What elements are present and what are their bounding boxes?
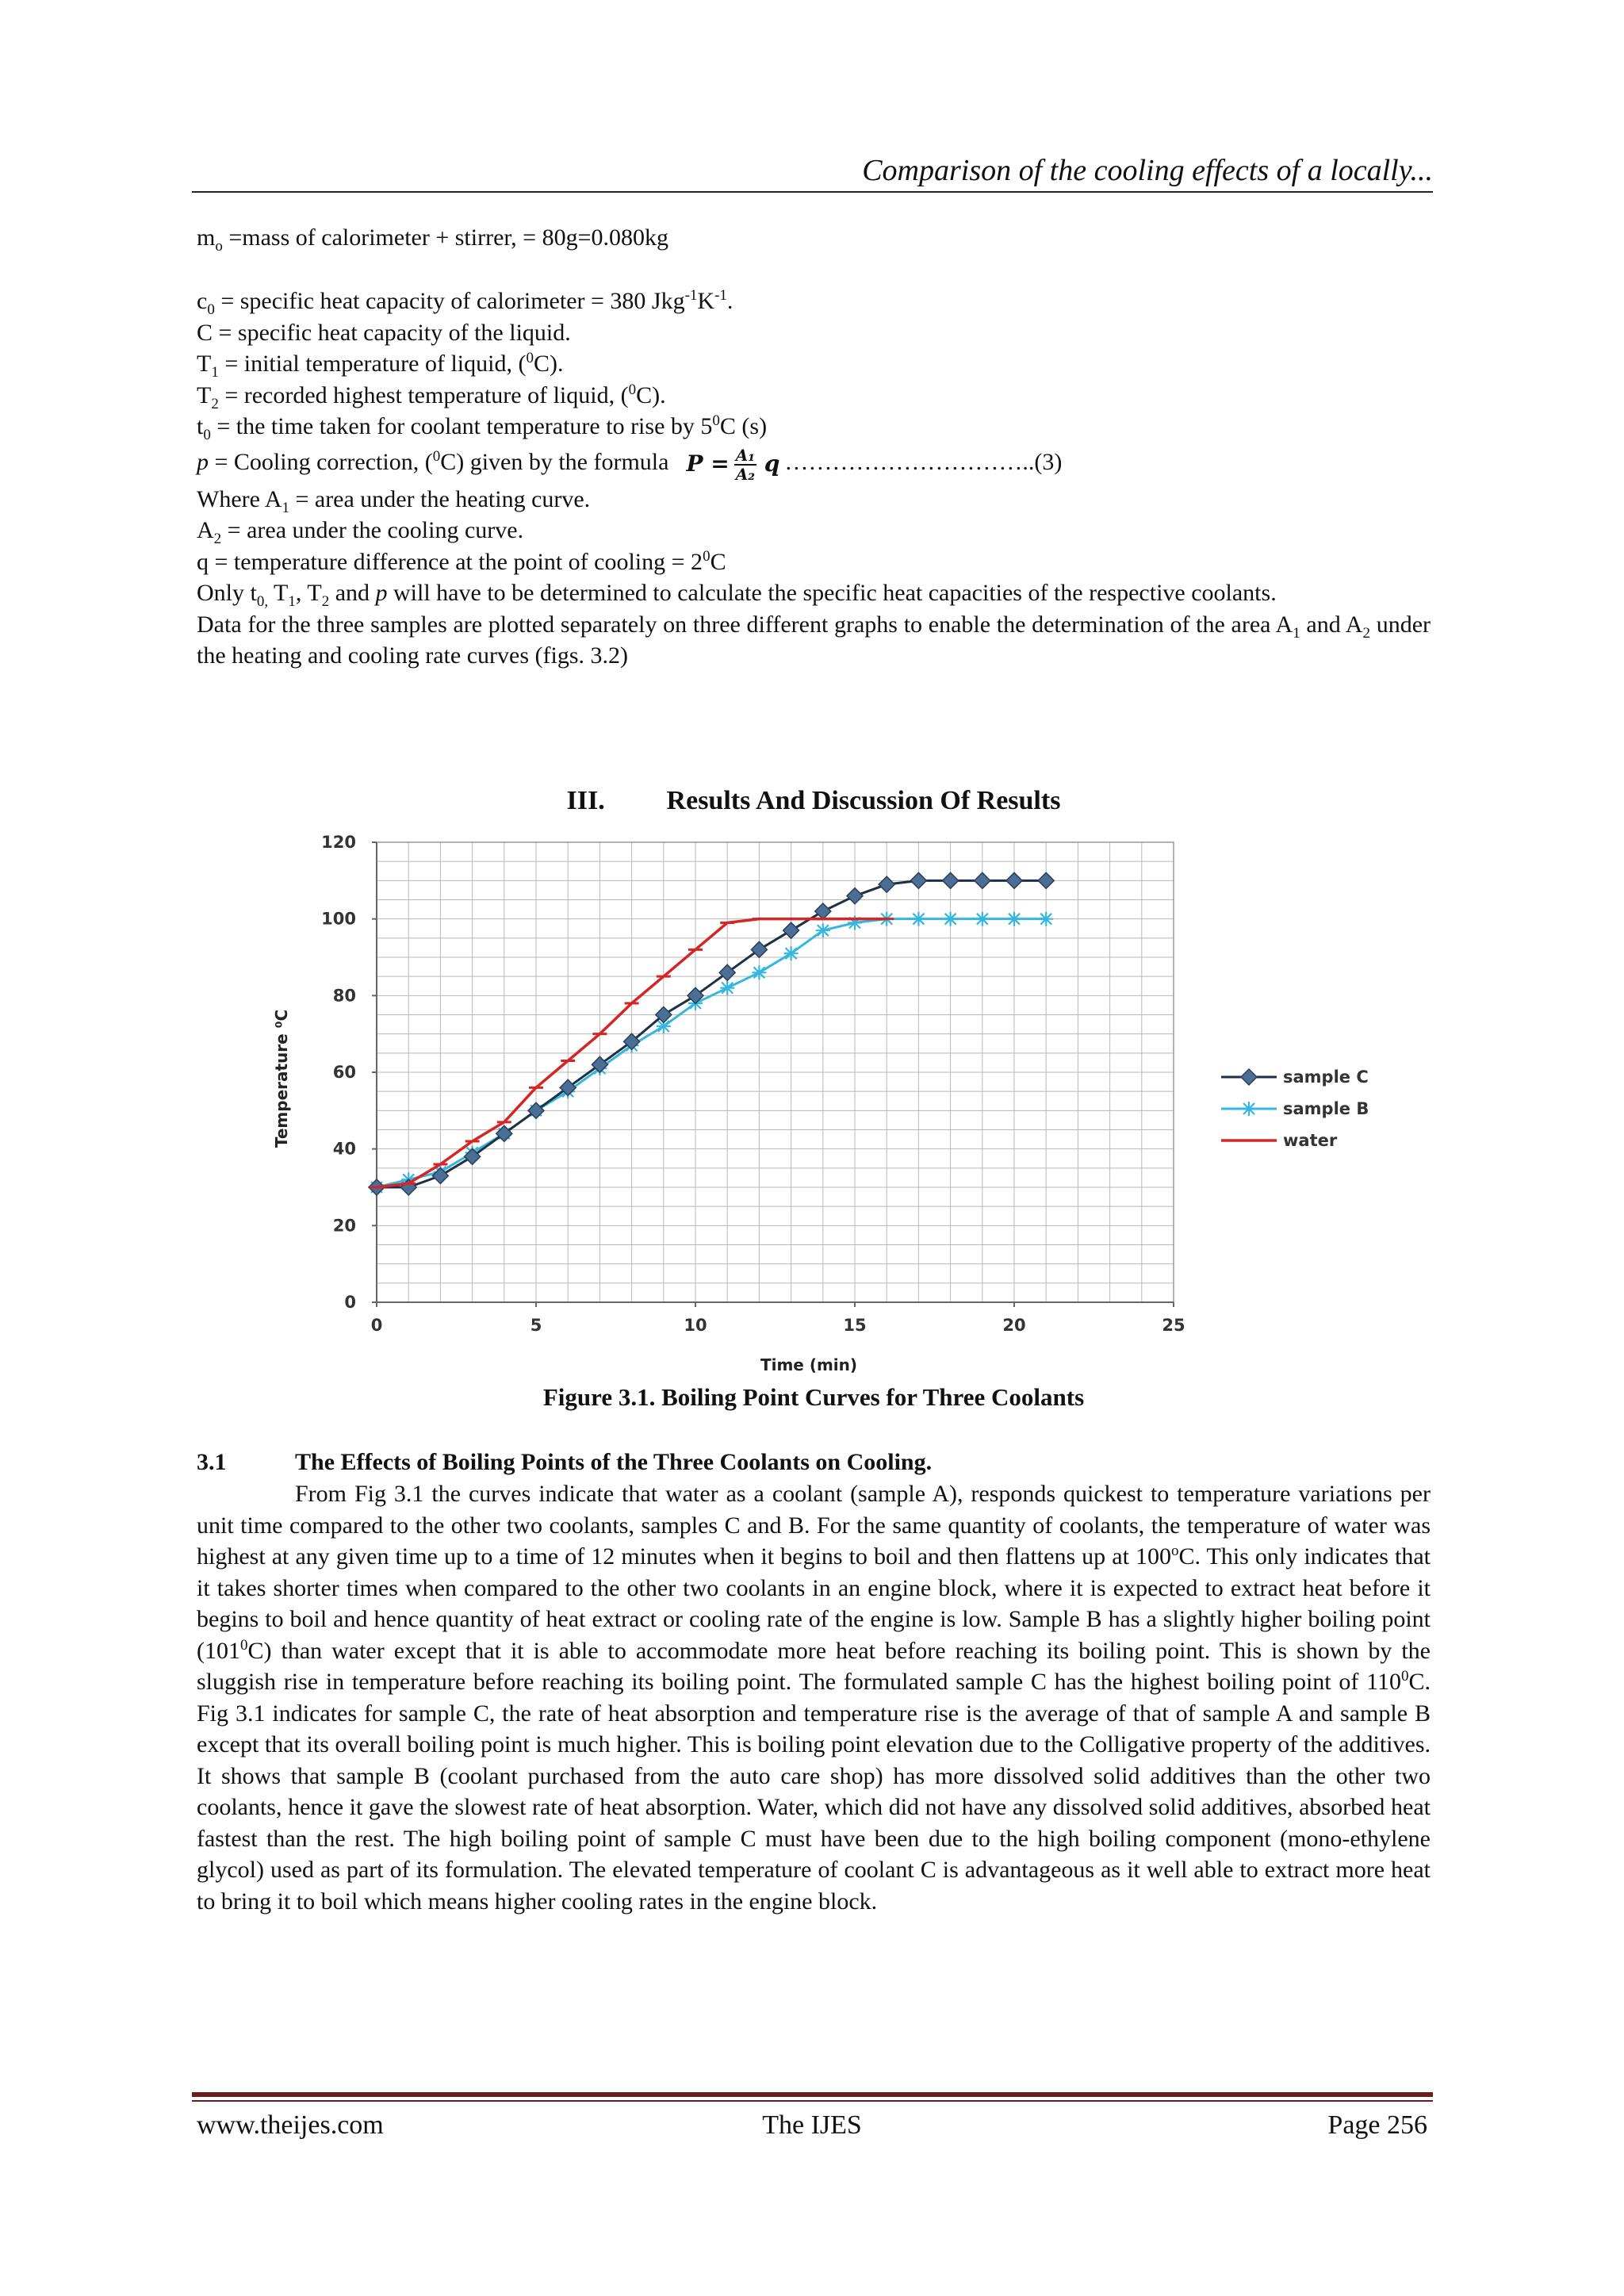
data-point-sample-c xyxy=(719,964,735,980)
legend-label-water: water xyxy=(1283,1131,1338,1150)
data-point-sample-b xyxy=(784,946,799,960)
legend-marker-sample-c xyxy=(1241,1069,1257,1085)
data-point-sample-c xyxy=(879,876,894,892)
legend-label-sample-b: sample B xyxy=(1283,1099,1369,1118)
data-point-sample-c xyxy=(560,1079,576,1095)
data-point-sample-c xyxy=(432,1168,448,1184)
y-tick-label: 60 xyxy=(332,1063,356,1082)
data-point-sample-b xyxy=(816,923,830,937)
data-point-sample-c xyxy=(1006,872,1022,888)
x-tick-label: 20 xyxy=(1002,1316,1026,1335)
boiling-point-chart xyxy=(262,825,1467,1380)
def-A2: $A_2$ = area under the cooling curve. xyxy=(197,517,524,548)
y-tick-label: 0 xyxy=(344,1293,356,1312)
data-point-sample-c xyxy=(783,922,799,938)
y-tick-label: 100 xyxy=(321,909,356,929)
data-point-sample-c xyxy=(815,903,831,919)
data-paragraph: Data for the three samples are plotted separately on three different graphs to enable the determination of the area $A_1$ and $A_2$ under the heating and cooling rate curves (figs. 3.2) xyxy=(197,611,1431,669)
data-point-sample-c xyxy=(943,872,959,888)
definitions-block xyxy=(197,222,1431,254)
figure-caption: Figure 3.1. Boiling Point Curves for Three Coolants xyxy=(542,1383,1085,1411)
def-A1: Where $A_1$ = area under the heating curve. xyxy=(197,485,591,516)
def-p: p = Cooling correction, ($^0$C) given by the formula P = $\frac{\text{A₁}}{\text{A₂}}$ q …………………………..(3) xyxy=(197,443,1431,484)
discussion-paragraph: From Fig 3.1 the curves indicate that water as a coolant (sample A), responds quickest to temperature variations per unit time compared to the other two coolants, samples C and B. For the same quantity of coolants, the temperature of water was highest at any given time up to a time of 12 minutes when it begins to boil and then flattens up at 100$^o$C. This only indicates that it takes shorter times when compared to the other two coolants in an engine block, where it is expected to extract heat before it begins to boil and hence quantity of heat extract or cooling rate of the engine is low. Sample B has a slightly higher boiling point $(101^0C)$ than water except that it is able to accommodate more heat before reaching its boiling point. This is shown by the sluggish rise in temperature before reaching its boiling point. The formulated sample C has the highest boiling point of $110^0C$. Fig 3.1 indicates for sample C, the rate of heat absorption and temperature rise is the average of that of sample A and sample B except that its overall boiling point is much higher. This is boiling point elevation due to the Colligative property of the additives. It shows that sample B (coolant purchased from the auto care shop) has more dissolved solid additives than the other two coolants, hence it gave the slowest rate of heat absorption. Water, which did not have any dissolved solid additives, absorbed heat fastest than the rest. The high boiling point of sample C must have been due to the high boiling component (mono-ethylene glycol) used as part of its formulation. The elevated temperature of coolant C is advantageous as it well able to extract more heat to bring it to boil which means higher cooling rates in the engine block. xyxy=(197,1481,1431,1915)
subsection-heading xyxy=(197,1447,1431,1478)
y-axis-label: Temperature ⁰C xyxy=(272,1009,291,1148)
footer-page-number: Page 256 xyxy=(1327,2110,1427,2140)
data-point-sample-b xyxy=(1007,912,1021,926)
legend-marker-sample-b xyxy=(1242,1102,1256,1116)
def-T1: $T_1$ = initial temperature of liquid, ($^0$C). xyxy=(197,350,564,381)
data-point-sample-b xyxy=(720,981,734,995)
footer-rule-thin xyxy=(192,2100,1433,2102)
data-point-sample-b xyxy=(975,912,990,926)
chart-axes xyxy=(321,833,1185,1335)
subsection-title: The Effects of Boiling Points of the Three Coolants on Cooling. xyxy=(295,1449,933,1475)
def-c0: $c_0$ = specific heat capacity of calorimeter = 380 $Jkg^{-1}K^{-1}$. xyxy=(197,287,733,318)
data-point-sample-c xyxy=(592,1056,607,1072)
footer-journal: The IJES xyxy=(762,2110,862,2140)
y-tick-label: 80 xyxy=(332,986,356,1006)
x-tick-label: 10 xyxy=(684,1316,707,1335)
section-number: III. xyxy=(566,786,605,815)
def-t0: $t_0$ = the time taken for coolant temperature to rise by $5^0C$ (s) xyxy=(197,412,768,443)
y-tick-label: 120 xyxy=(321,833,356,852)
section-heading xyxy=(197,784,1431,818)
data-point-sample-c xyxy=(751,941,767,957)
definitions-list xyxy=(197,286,1431,672)
cooling-correction-formula: P = $\frac{\text{A₁}}{\text{A₂}}$ q xyxy=(686,446,780,485)
x-tick-label: 0 xyxy=(370,1316,383,1335)
section-title: Results And Discussion Of Results xyxy=(666,786,1061,815)
header-rule xyxy=(192,191,1433,193)
data-point-sample-c xyxy=(910,872,926,888)
def-m0: $m_o$ =mass of calorimeter + stirrer, = 80g=0.080kg xyxy=(197,224,669,255)
data-point-sample-c xyxy=(975,872,990,888)
data-point-sample-b xyxy=(752,965,766,979)
chart-grid xyxy=(377,842,1174,1302)
def-q: q = temperature difference at the point of cooling = $2^0C$ xyxy=(197,547,726,575)
y-tick-label: 20 xyxy=(332,1216,356,1236)
def-C: C = specific heat capacity of the liquid. xyxy=(197,319,571,346)
legend-label-sample-c: sample C xyxy=(1283,1068,1369,1087)
only-paragraph: Only $t_{0,}$ $T_1$, $T_2$ and p will have to be determined to calculate the specific heat capacities of the respective coolants. xyxy=(197,580,1277,611)
data-point-sample-c xyxy=(847,888,863,904)
x-tick-label: 15 xyxy=(843,1316,867,1335)
data-point-sample-b xyxy=(1039,912,1053,926)
footer-rule-thick xyxy=(192,2092,1433,2097)
running-head: Comparison of the cooling effects of a locally... xyxy=(862,154,1433,187)
x-tick-label: 5 xyxy=(530,1316,542,1335)
data-point-sample-c xyxy=(465,1148,481,1164)
data-point-sample-b xyxy=(911,912,925,926)
y-tick-label: 40 xyxy=(332,1139,356,1159)
def-T2: $T_2$ = recorded highest temperature of liquid, ($^0$C). xyxy=(197,381,666,412)
x-tick-label: 25 xyxy=(1162,1316,1185,1335)
x-axis-label: Time (min) xyxy=(760,1355,858,1374)
chart-legend xyxy=(1221,1068,1369,1150)
footer-url-link[interactable]: www.theijes.com xyxy=(197,2110,384,2140)
data-point-sample-b xyxy=(944,912,958,926)
subsection-number: 3.1 xyxy=(197,1449,227,1475)
data-point-sample-c xyxy=(1038,872,1054,888)
